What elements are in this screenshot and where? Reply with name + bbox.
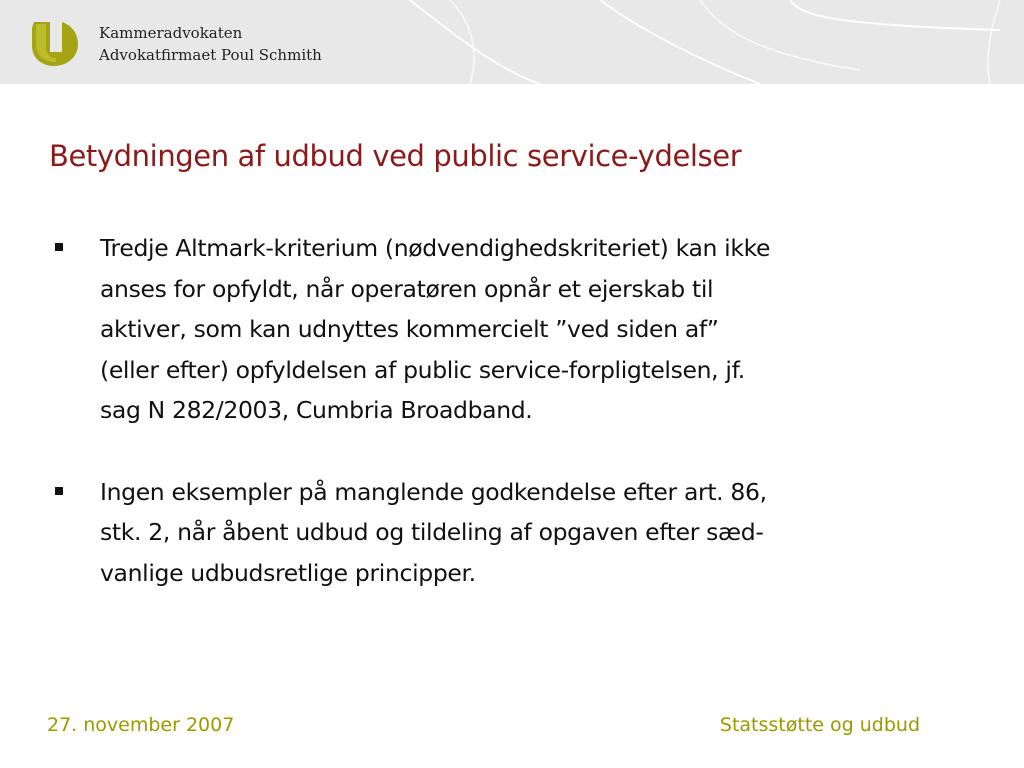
bullet-1-line-1: Tredje Altmark-kriterium (nødvendighedskriteriet) kan ikke	[100, 234, 771, 262]
slide-title: Betydningen af udbud ved public service-ydelser	[49, 139, 742, 173]
bullet-1-line-4: (eller efter) opfyldelsen af public service-forpligtelsen, jf.	[100, 355, 745, 384]
firm-name-line-1: Kammeradvokaten	[99, 24, 243, 42]
firm-name	[99, 22, 322, 66]
header-band	[0, 0, 1024, 84]
footer-date: 27. november 2007	[47, 714, 235, 736]
bullet-2-line-1: Ingen eksempler på manglende godkendelse efter art. 86,	[100, 477, 767, 506]
bullet-1-line-5: sag N 282/2003, Cumbria Broadband.	[100, 396, 533, 424]
square-bullet-icon	[55, 243, 63, 251]
bullet-item-1	[50, 228, 1000, 431]
firm-name-line-2: Advokatfirmaet Poul Schmith	[99, 46, 322, 64]
bullet-1-line-3: aktiver, som kan udnyttes kommercielt ”ved siden af”	[100, 315, 719, 343]
bullet-list	[50, 228, 1000, 634]
footer-topic: Statsstøtte og udbud	[719, 714, 920, 736]
bullet-item-2	[50, 472, 1000, 594]
bullet-2-line-2: stk. 2, når åbent udbud og tildeling af opgaven efter sæd-	[100, 518, 764, 546]
bullet-2-line-3: vanlige udbudsretlige principper.	[100, 558, 476, 587]
firm-logo-icon	[28, 18, 80, 68]
square-bullet-icon	[55, 487, 63, 495]
bullet-1-line-2: anses for opfyldt, når operatøren opnår et ejerskab til	[100, 274, 714, 303]
